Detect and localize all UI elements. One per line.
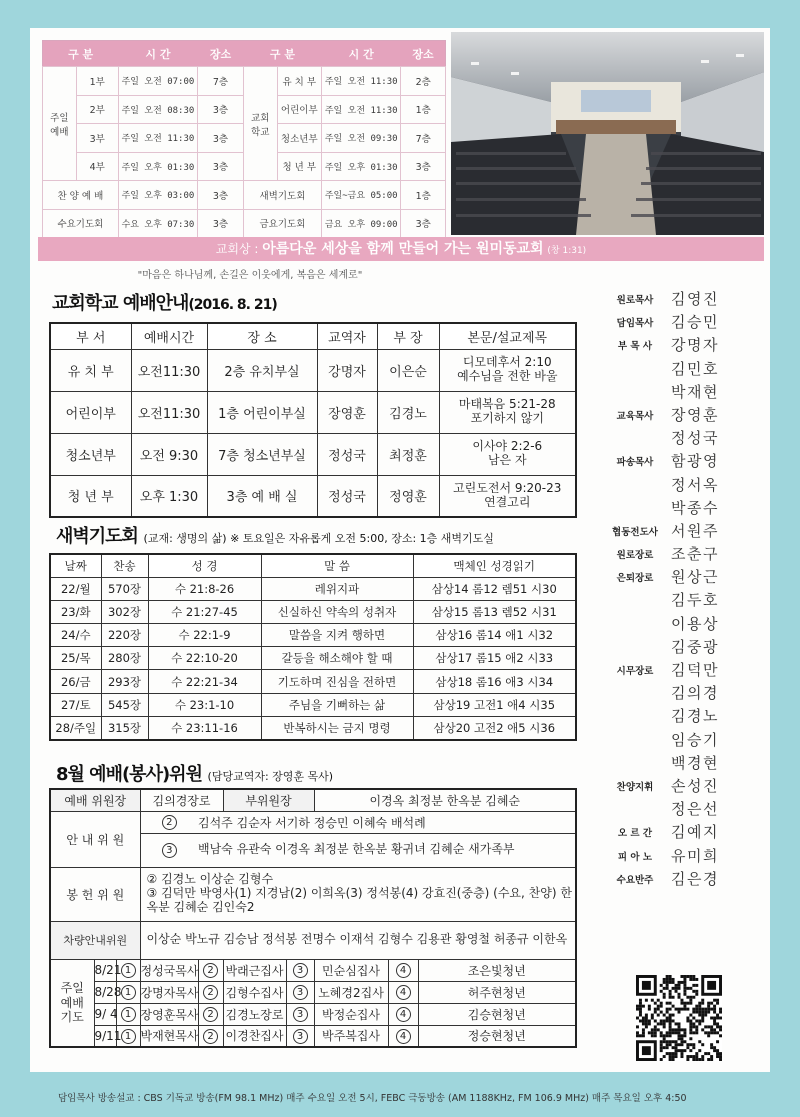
dawn-row: 25/목 280장 수 22:10-20 갈등을 해소해야 할 때 삼상17 롬15 애2 시33 <box>50 647 576 670</box>
staff-row <box>598 450 770 473</box>
number-icon: 3 <box>286 1003 314 1025</box>
staff-role: 은퇴장로 <box>616 573 654 585</box>
staff-role: 원로장로 <box>616 550 654 562</box>
staff-name: 정서옥 <box>671 475 719 494</box>
usher-row-3: 3 백남숙 유관숙 이경옥 최정분 한옥분 황귀녀 김혜순 새가족부 <box>50 833 576 867</box>
prayer-label: 주일 예배 기도 <box>50 959 94 1047</box>
staff-name: 임승기 <box>671 730 719 749</box>
volunteer-chair-row: 예배 위원장 김의경장로 부위원장 이경옥 최정분 한옥분 김혜순 <box>50 789 576 811</box>
staff-name: 박종수 <box>671 498 719 517</box>
staff-row <box>598 798 770 821</box>
car-guide-row: 차량안내위원 이상순 박노규 김승남 정석봉 전명수 이재석 김형수 김용관 황영철 허종규 이한옥 <box>50 921 576 959</box>
prayer-row: 주일 예배 기도 8/21 1 정성국목사 2 박래근집사 3 민순심집사 4 조은빛청년 <box>50 959 576 981</box>
worship-schedule-table <box>42 40 446 238</box>
staff-row <box>598 682 770 705</box>
motto-prefix: 교회상 : <box>215 242 263 256</box>
number-icon: 2 <box>198 959 223 981</box>
number-icon: 3 <box>286 959 314 981</box>
dawn-row: 28/주일 315장 수 23:11-16 반복하시는 금지 명령 삼상20 고전2 애5 시36 <box>50 716 576 739</box>
staff-row <box>598 334 770 357</box>
prayer-row: 8/28 1 강명자목사 2 김형수집사 3 노혜경2집사 4 허주현청년 <box>50 981 576 1003</box>
staff-role: 교육목사 <box>616 410 654 422</box>
staff-row <box>598 729 770 752</box>
number-icon: 1 <box>116 981 140 1003</box>
staff-role: 부 목 사 <box>617 341 653 353</box>
staff-name: 함광영 <box>671 452 719 471</box>
offering-row: 봉 헌 위 원 ② 김경노 이상순 김형수 ③ 김덕만 박영사(1) 지경남(2) 이희옥(3) 정석봉(4) 강효진(중층) (수요, 찬양) 한옥분 김혜순 김인숙2 <box>50 867 576 921</box>
staff-role: 피 아 노 <box>617 851 653 863</box>
schedule-header: 구 분 시 간 장소 구 분 시 간 장소 <box>43 41 446 67</box>
staff-name: 김예지 <box>671 823 719 842</box>
schedule-row: 4부 주일 오후 01:30 3층 청 년 부 주일 오후 01:30 3층 <box>43 152 446 181</box>
staff-name: 김민호 <box>671 359 719 378</box>
volunteer-section-title: 8월 예배(봉사)위원 (담당교역자: 장영훈 목사) <box>56 764 334 785</box>
number-icon: 4 <box>388 959 418 981</box>
dawn-row: 23/화 302장 수 21:27-45 신실하신 약속의 성취자 삼상15 롬13 렘52 시31 <box>50 600 576 623</box>
prayer-row: 9/11 1 박재현목사 2 이경찬집사 3 박주복집사 4 정승현청년 <box>50 1025 576 1047</box>
dawn-prayer-table <box>49 553 577 741</box>
staff-role: 오 르 간 <box>617 828 653 840</box>
staff-row <box>598 659 770 682</box>
staff-role: 파송목사 <box>616 457 654 469</box>
number-icon: 4 <box>388 1003 418 1025</box>
staff-name: 김덕만 <box>671 661 719 679</box>
staff-role: 찬양지휘 <box>616 781 654 793</box>
staff-name: 서원주 <box>671 521 719 540</box>
number-icon: 1 <box>116 1025 140 1047</box>
staff-row <box>598 705 770 728</box>
staff-row <box>598 845 770 868</box>
broadcast-footer: 담임목사 방송설교 : CBS 기독교 방송(FM 98.1 MHz) 매주 수요일 오전 5시, FEBC 극동방송 (AM 1188KHz, FM 106.9 MHz) 매주 목요일 오후 4:50 <box>58 1093 687 1104</box>
school-worship-table <box>49 322 577 518</box>
staff-name: 김승민 <box>671 313 719 332</box>
school-row: 어린이부 오전11:30 1층 어린이부실 장영훈 김경노 마태복음 5:21-28 포기하지 않기 <box>50 391 576 433</box>
staff-row <box>598 566 770 589</box>
dawn-section-title: 새벽기도회 (교재: 생명의 삶) ※ 토요일은 자유롭게 오전 5:00, 장소: 1층 새벽기도실 <box>56 526 494 547</box>
dawn-header: 날짜 찬송 성 경 말 씀 맥체인 성경읽기 <box>50 554 576 577</box>
staff-role: 시무장로 <box>616 666 654 677</box>
staff-role: 수요반주 <box>616 874 654 886</box>
dawn-row: 26/금 293장 수 22:21-34 기도하며 진심을 전하면 삼상18 롬16 애3 시34 <box>50 670 576 693</box>
staff-row <box>598 543 770 566</box>
staff-name: 박재현 <box>671 382 719 401</box>
staff-name: 손성진 <box>671 776 719 795</box>
motto-text: 아름다운 세상을 함께 만들어 가는 원미동교회 <box>262 241 544 257</box>
staff-name: 원상근 <box>671 568 719 587</box>
group-label: 교회 학교 <box>243 67 277 181</box>
staff-name: 조춘구 <box>671 545 719 564</box>
number-icon: 2 <box>198 1003 223 1025</box>
staff-role: 담임목사 <box>616 318 654 330</box>
staff-row <box>598 381 770 404</box>
schedule-row: 수요기도회 수요 오후 07:30 3층 금요기도회 금요 오후 09:00 3층 <box>43 209 446 238</box>
staff-row <box>598 427 770 450</box>
staff-name: 정은선 <box>671 800 719 819</box>
staff-row <box>598 404 770 427</box>
church-motto-banner <box>38 237 764 261</box>
offering-team-2: ② 김경노 이상순 김형수 <box>146 872 274 887</box>
number-icon: 3 <box>286 1025 314 1047</box>
school-section-title: 교회학교 예배안내(2016. 8. 21) <box>52 293 277 314</box>
qr-code[interactable] <box>636 975 722 1061</box>
staff-role: 협동전도사 <box>612 526 658 538</box>
staff-row <box>598 497 770 520</box>
number-icon: 1 <box>116 959 140 981</box>
church-slogan: "마음은 하나님께, 손길은 이웃에게, 복음은 세계로" <box>137 270 363 281</box>
staff-row <box>598 474 770 497</box>
school-row: 청소년부 오전 9:30 7층 청소년부실 정성국 최정훈 이사야 2:2-6 남은 자 <box>50 433 576 475</box>
number-icon: 2 <box>198 981 223 1003</box>
volunteer-table <box>49 788 577 1048</box>
number-icon: 4 <box>388 981 418 1003</box>
schedule-row: 2부 주일 오전 08:30 3층 어린이부 주일 오전 11:30 1층 <box>43 95 446 124</box>
staff-role: 원로목사 <box>616 295 654 306</box>
offering-team-3: ③ 김덕만 박영사(1) 지경남(2) 이희옥(3) 정석봉(4) 강효진(중층) (수요, 찬양) 한옥분 김혜순 김인숙2 <box>146 886 572 914</box>
staff-name: 김중광 <box>671 637 719 656</box>
motto-reference: (창 1:31) <box>547 246 587 256</box>
number-icon: 2 <box>198 1025 223 1047</box>
schedule-row: 3부 주일 오전 11:30 3층 청소년부 주일 오전 09:30 7층 <box>43 124 446 153</box>
staff-row <box>598 752 770 775</box>
staff-name: 강명자 <box>671 336 719 355</box>
school-row: 유 치 부 오전11:30 2층 유치부실 강명자 이은순 디모데후서 2:10 예수님을 전한 바울 <box>50 349 576 391</box>
staff-name: 김영진 <box>671 290 719 308</box>
prayer-row: 9/ 4 1 장영훈목사 2 김경노장로 3 박정순집사 4 김승현청년 <box>50 1003 576 1025</box>
staff-name: 김경노 <box>671 707 719 726</box>
staff-name: 유미희 <box>671 846 719 865</box>
school-row: 청 년 부 오후 1:30 3층 예 배 실 정성국 정영훈 고린도전서 9:20-23 연결고리 <box>50 475 576 517</box>
staff-row <box>598 868 770 891</box>
staff-row <box>598 589 770 612</box>
number-2-icon: 2 <box>162 815 177 830</box>
staff-name: 김두호 <box>671 591 719 610</box>
schedule-row: 찬 양 예 배 주일 오후 03:00 3층 새벽기도회 주일~금요 05:00 1층 <box>43 181 446 210</box>
staff-row <box>598 636 770 659</box>
staff-name: 김은경 <box>671 869 719 888</box>
staff-name: 백경현 <box>671 753 719 772</box>
dawn-row: 22/월 570장 수 21:8-26 레위지파 삼상14 롬12 렘51 시30 <box>50 577 576 600</box>
dawn-row: 27/토 545장 수 23:1-10 주님을 기뻐하는 삶 삼상19 고전1 애4 시35 <box>50 693 576 716</box>
staff-name: 이용상 <box>671 614 719 633</box>
school-header: 부 서 예배시간 장 소 교역자 부 장 본문/설교제목 <box>50 323 576 349</box>
number-icon: 4 <box>388 1025 418 1047</box>
number-icon: 1 <box>116 1003 140 1025</box>
staff-name: 김의경 <box>671 684 719 703</box>
staff-name: 장영훈 <box>671 405 719 424</box>
staff-row <box>598 520 770 543</box>
staff-name: 정성국 <box>671 429 719 448</box>
number-3-icon: 3 <box>162 843 177 858</box>
sanctuary-photo <box>451 32 764 235</box>
staff-row <box>598 358 770 381</box>
dawn-row: 24/수 220장 수 22:1-9 말씀을 지켜 행하면 삼상16 롬14 애1 시32 <box>50 624 576 647</box>
staff-row <box>598 288 770 311</box>
schedule-row: 주일 예배 1부 주일 오전 07:00 7층 교회 학교 유 치 부 주일 오전 11:30 2층 <box>43 67 446 96</box>
staff-row <box>598 821 770 844</box>
staff-row <box>598 775 770 798</box>
staff-row <box>598 311 770 334</box>
usher-row-2: 안 내 위 원 2 김석주 김순자 서기하 정승민 이혜숙 배석례 <box>50 811 576 833</box>
number-icon: 3 <box>286 981 314 1003</box>
staff-row <box>598 613 770 636</box>
group-label: 주일 예배 <box>43 67 77 181</box>
staff-list <box>598 288 770 891</box>
